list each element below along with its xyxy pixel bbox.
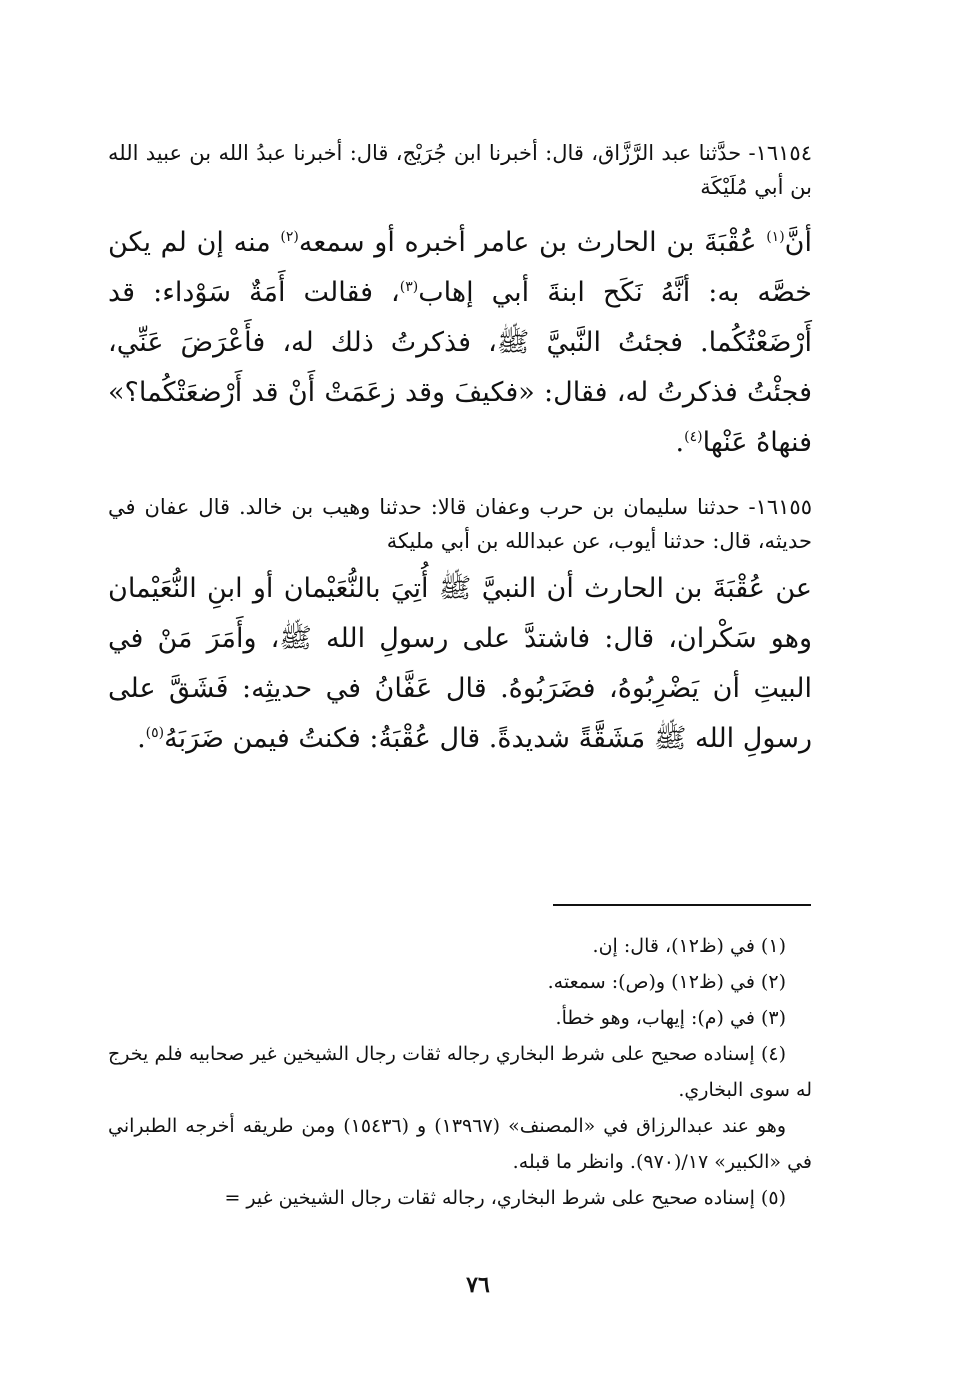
footnote-ref-3[interactable]: (٣) [399,279,419,295]
footnotes-section [108,928,812,1216]
footnote-4: (٤) إسناده صحيح على شرط البخاري رجاله ثقات رجال الشيخين غير صحابيه فلم يخرج له سوى البخاري. [108,1043,812,1101]
hadith-16154-matn [108,218,812,468]
matn-text: منه إن لم يكن خصَّه به: أنَّهُ نَكَح ابنةَ أبي إهاب [108,227,812,308]
matn-text: ، فقالت أَمَةٌ سَوْداء: قد أَرْضَعْتُكُما. فجئتُ النَّبيَّ ﷺ، فذكرتُ ذلك له، فأَعْرَضَ عَنِّي، فجئْتُ فذكرتُ له، فقال: «فكيفَ وقد زعَمَتْ أَنْ قد أَرْضعَتْكُما؟» فنهاهُ عَنْها [108,277,812,458]
footnote-4-continued: وهو عند عبدالرزاق في «المصنف» (١٣٩٦٧) و (١٥٤٣٦) ومن طريقه أخرجه الطبراني في «الكبير» ١٧/(٩٧٠). وانظر ما قبله. [108,1115,812,1173]
matn-text: أنَّ [784,227,812,258]
hadith-16155-isnad: ١٦١٥٥- حدثنا سليمان بن حرب وعفان قالا: حدثنا وهيب بن خالد. قال عفان في حديثه، قال: حدثنا أيوب، عن عبدالله بن أبي مليكة [108,495,812,553]
footnote-ref-1[interactable]: (١) [766,229,785,245]
hadith-16155-matn [108,564,812,764]
hadith-16154-isnad: ١٦١٥٤- حدَّثنا عبد الرَّزَّاق، قال: أخبرنا ابن جُرَيْج، قال: أخبرنا عبدُ الله بن عبيد الله بن أبي مُلَيْكَة [108,141,812,199]
footnote-divider [553,904,811,906]
page-number: ٧٦ [466,1272,490,1298]
footnote-ref-2[interactable]: (٢) [280,229,299,245]
matn-end: . [675,427,685,458]
matn-text: عن عُقْبَةَ بن الحارث أن النبيَّ ﷺ أُتِيَ بالنُّعَيْمان أو ابنِ النُّعَيْمان وهو سَكْران، قال: فاشتدَّ على رسولِ الله ﷺ، وأَمَرَ مَنْ في البيتِ أن يَضْرِبُوهُ، فضَرَبُوهُ. قال عَفَّانُ في حديثِه: فَشَقَّ على رسولِ الله ﷺ مَشَقَّةً شديدةً. قال عُقْبَةُ: فكنتُ فيمن ضَرَبَهُ [108,573,813,754]
matn-text: عُقْبَةَ بن الحارث بن عامر أخبره أو سمعه [298,227,767,258]
footnote-5: (٥) إسناده صحيح على شرط البخاري، رجاله ثقات رجال الشيخين غير = [224,1187,786,1209]
footnote-3: (٣) في (م): إيهاب، وهو خطأ. [555,1007,786,1029]
footnote-1: (١) في (ظ١٢)، قال: إن. [592,935,786,957]
footnote-ref-5[interactable]: (٥) [145,725,165,741]
footnote-2: (٢) في (ظ١٢) و(ص): سمعته. [547,971,786,993]
footnote-ref-4[interactable]: (٤) [684,429,703,445]
matn-end: . [137,723,146,754]
